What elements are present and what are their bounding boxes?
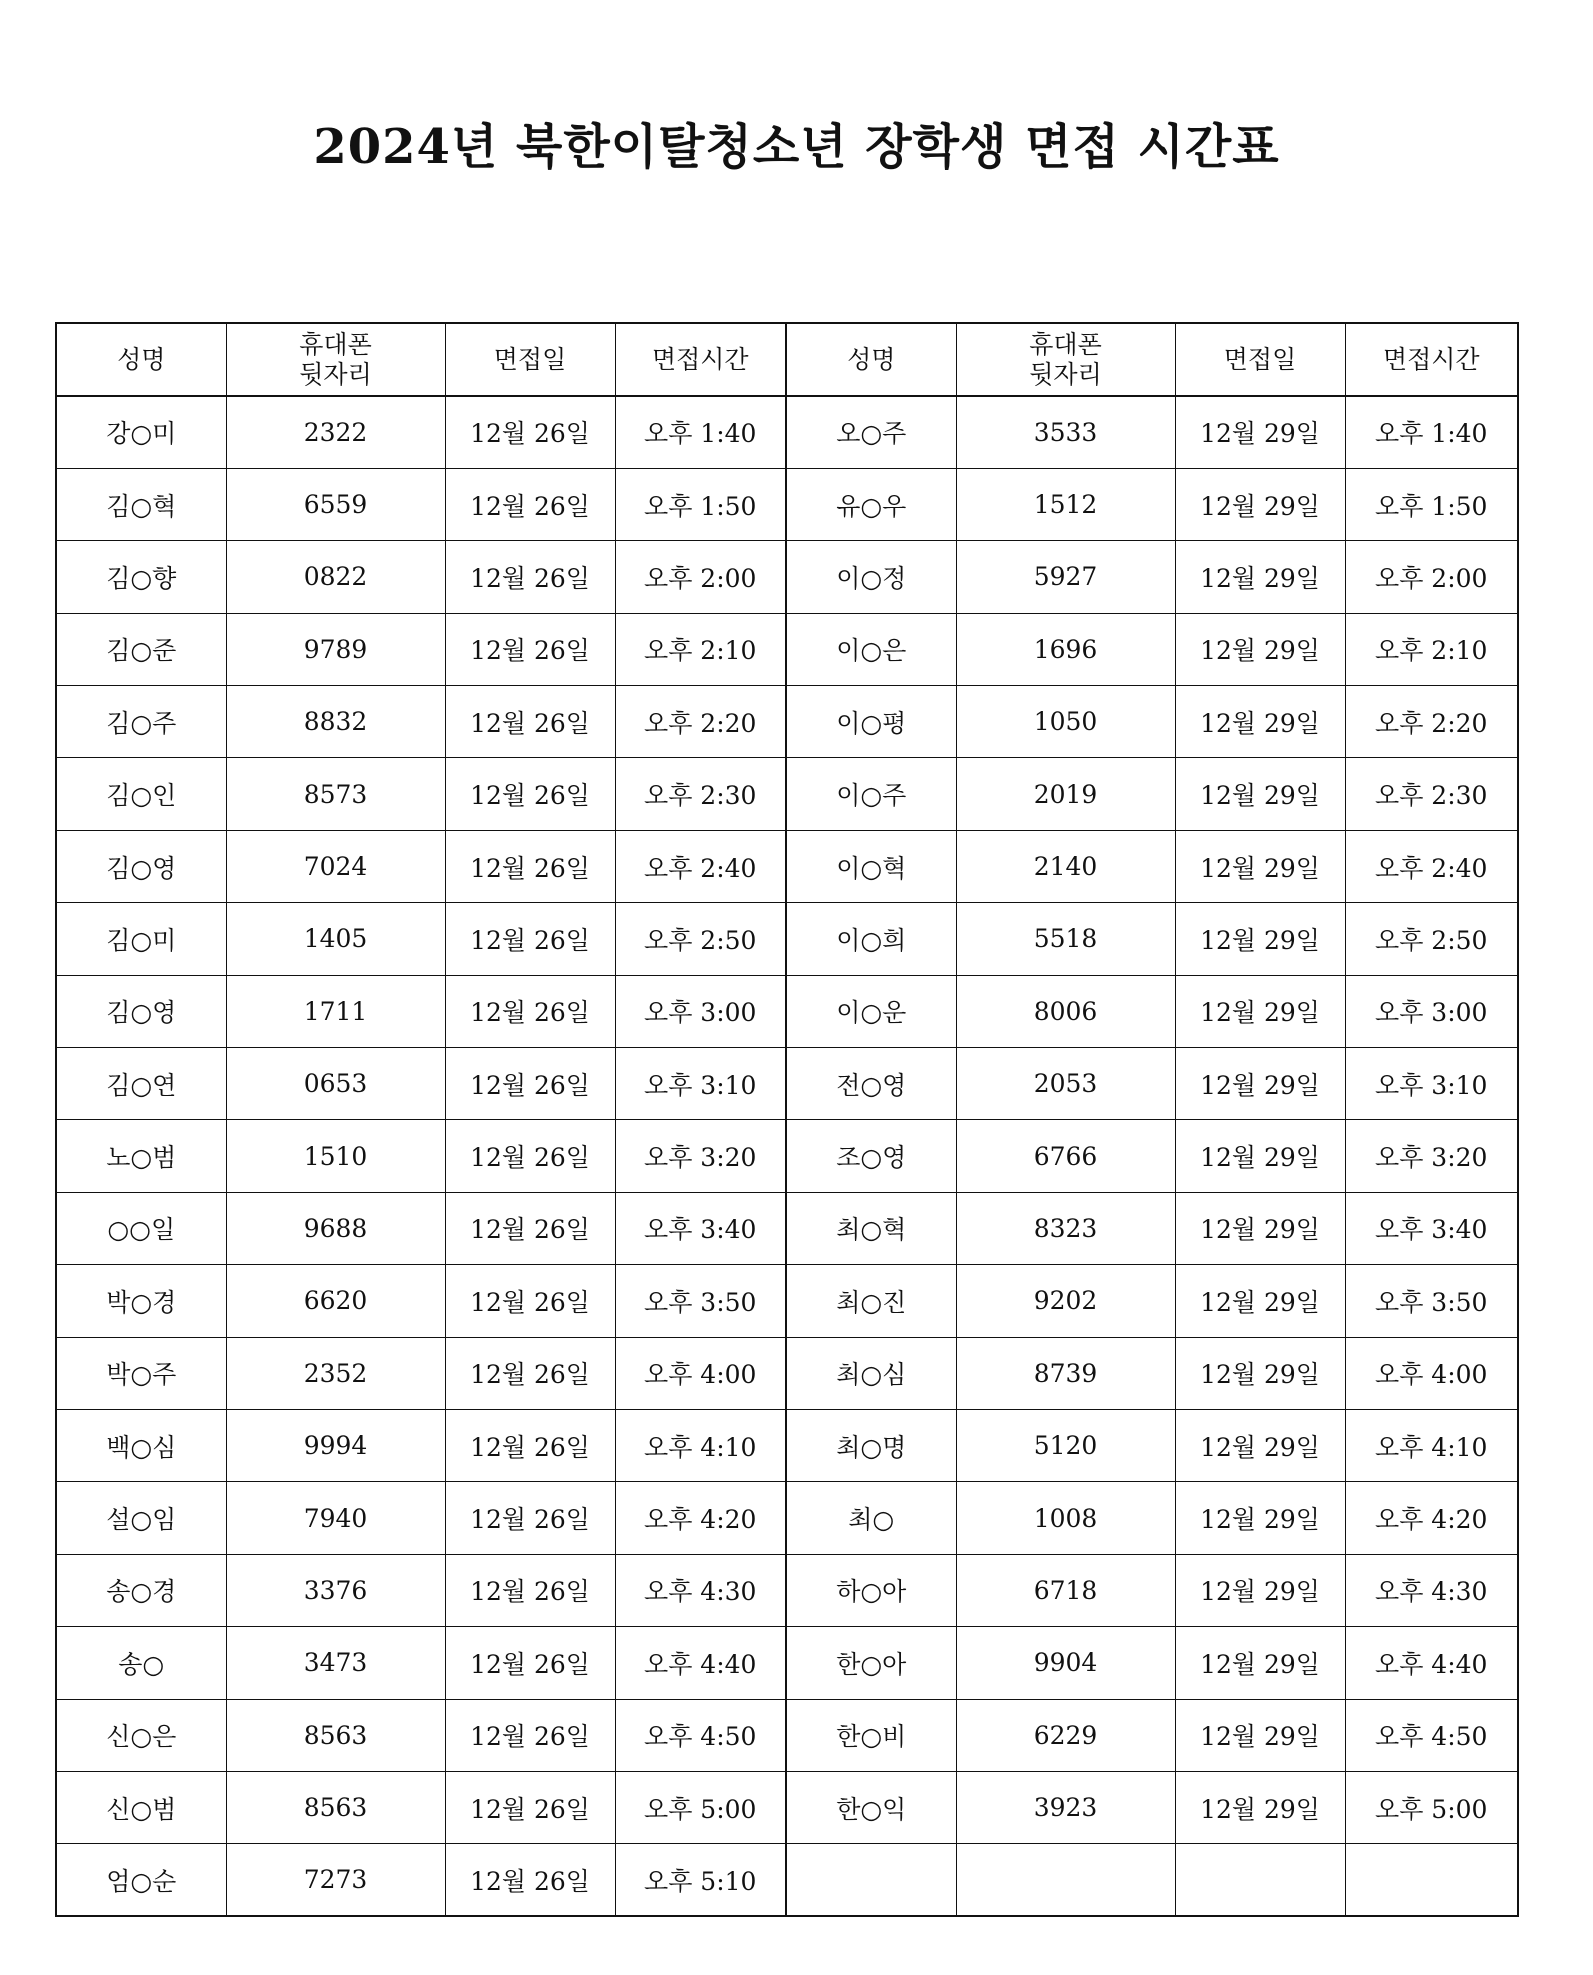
left-time-cell: 오후 4:50 — [615, 1699, 786, 1771]
left-date-cell: 12월 26일 — [445, 830, 615, 902]
header-name-right: 성명 — [786, 323, 956, 396]
right-time-cell: 오후 2:10 — [1345, 613, 1518, 685]
table-row — [56, 1048, 1518, 1120]
right-date-cell: 12월 29일 — [1175, 1192, 1345, 1264]
left-phone-cell: 7024 — [226, 830, 445, 902]
left-date-cell: 12월 26일 — [445, 1192, 615, 1264]
table-row — [56, 830, 1518, 902]
right-phone-cell: 5518 — [956, 903, 1175, 975]
right-phone-cell: 6718 — [956, 1554, 1175, 1626]
left-name-cell: 강○미 — [56, 396, 226, 468]
left-phone-cell: 8563 — [226, 1771, 445, 1843]
left-date-cell: 12월 26일 — [445, 1337, 615, 1409]
right-phone-cell: 8006 — [956, 975, 1175, 1047]
left-time-cell: 오후 1:40 — [615, 396, 786, 468]
left-phone-cell: 9789 — [226, 613, 445, 685]
right-date-cell: 12월 29일 — [1175, 1265, 1345, 1337]
left-date-cell: 12월 26일 — [445, 1120, 615, 1192]
left-name-cell: 김○영 — [56, 975, 226, 1047]
right-time-cell: 오후 2:20 — [1345, 686, 1518, 758]
left-time-cell: 오후 2:00 — [615, 541, 786, 613]
left-name-cell: 송○ — [56, 1627, 226, 1699]
left-time-cell: 오후 5:10 — [615, 1844, 786, 1916]
right-name-cell: 최○명 — [786, 1409, 956, 1481]
right-phone-cell: 6766 — [956, 1120, 1175, 1192]
right-phone-cell: 2019 — [956, 758, 1175, 830]
right-time-cell: 오후 1:50 — [1345, 468, 1518, 540]
left-phone-cell: 0653 — [226, 1048, 445, 1120]
right-time-cell: 오후 3:40 — [1345, 1192, 1518, 1264]
right-phone-cell: 5927 — [956, 541, 1175, 613]
left-name-cell: 김○미 — [56, 903, 226, 975]
left-time-cell: 오후 4:00 — [615, 1337, 786, 1409]
right-date-cell: 12월 29일 — [1175, 1337, 1345, 1409]
left-phone-cell: 9994 — [226, 1409, 445, 1481]
right-name-cell: 한○아 — [786, 1627, 956, 1699]
left-phone-cell: 0822 — [226, 541, 445, 613]
right-name-cell: 조○영 — [786, 1120, 956, 1192]
table-row — [56, 1844, 1518, 1916]
left-date-cell: 12월 26일 — [445, 1699, 615, 1771]
left-phone-cell: 6620 — [226, 1265, 445, 1337]
header-time-left: 면접시간 — [615, 323, 786, 396]
left-phone-cell: 1711 — [226, 975, 445, 1047]
right-time-cell: 오후 2:00 — [1345, 541, 1518, 613]
header-phone-line1: 휴대폰 — [1029, 329, 1102, 359]
left-time-cell: 오후 4:30 — [615, 1554, 786, 1626]
header-name-left: 성명 — [56, 323, 226, 396]
left-time-cell: 오후 4:10 — [615, 1409, 786, 1481]
left-date-cell: 12월 26일 — [445, 1844, 615, 1916]
right-date-cell: 12월 29일 — [1175, 541, 1345, 613]
right-phone-cell: 8323 — [956, 1192, 1175, 1264]
left-phone-cell: 8563 — [226, 1699, 445, 1771]
right-phone-cell — [956, 1844, 1175, 1916]
left-time-cell: 오후 2:20 — [615, 686, 786, 758]
left-name-cell: 백○심 — [56, 1409, 226, 1481]
right-time-cell: 오후 4:50 — [1345, 1699, 1518, 1771]
right-name-cell: 전○영 — [786, 1048, 956, 1120]
right-phone-cell: 3923 — [956, 1771, 1175, 1843]
right-phone-cell: 8739 — [956, 1337, 1175, 1409]
left-time-cell: 오후 3:20 — [615, 1120, 786, 1192]
header-date-right: 면접일 — [1175, 323, 1345, 396]
left-phone-cell: 2322 — [226, 396, 445, 468]
left-phone-cell: 3473 — [226, 1627, 445, 1699]
page-title: 2024년 북한이탈청소년 장학생 면접 시간표 — [313, 119, 1280, 175]
left-name-cell: 설○임 — [56, 1482, 226, 1554]
table-row — [56, 1627, 1518, 1699]
schedule-body — [56, 396, 1518, 1916]
right-name-cell: 오○주 — [786, 396, 956, 468]
table-row — [56, 396, 1518, 468]
right-phone-cell: 1512 — [956, 468, 1175, 540]
left-name-cell: 노○범 — [56, 1120, 226, 1192]
right-phone-cell: 1050 — [956, 686, 1175, 758]
left-date-cell: 12월 26일 — [445, 468, 615, 540]
left-date-cell: 12월 26일 — [445, 686, 615, 758]
right-name-cell: 이○주 — [786, 758, 956, 830]
left-date-cell: 12월 26일 — [445, 1771, 615, 1843]
left-date-cell: 12월 26일 — [445, 613, 615, 685]
right-time-cell: 오후 3:00 — [1345, 975, 1518, 1047]
left-name-cell: 박○주 — [56, 1337, 226, 1409]
right-time-cell: 오후 2:50 — [1345, 903, 1518, 975]
left-name-cell: 김○연 — [56, 1048, 226, 1120]
table-row — [56, 613, 1518, 685]
left-time-cell: 오후 2:30 — [615, 758, 786, 830]
right-name-cell: 최○진 — [786, 1265, 956, 1337]
right-date-cell: 12월 29일 — [1175, 1771, 1345, 1843]
right-phone-cell: 1696 — [956, 613, 1175, 685]
left-date-cell: 12월 26일 — [445, 1627, 615, 1699]
left-date-cell: 12월 26일 — [445, 1048, 615, 1120]
right-name-cell: 하○아 — [786, 1554, 956, 1626]
header-phone-line1: 휴대폰 — [299, 329, 372, 359]
right-date-cell — [1175, 1844, 1345, 1916]
left-date-cell: 12월 26일 — [445, 975, 615, 1047]
right-date-cell: 12월 29일 — [1175, 1048, 1345, 1120]
right-date-cell: 12월 29일 — [1175, 396, 1345, 468]
right-name-cell: 이○평 — [786, 686, 956, 758]
table-row — [56, 975, 1518, 1047]
right-date-cell: 12월 29일 — [1175, 468, 1345, 540]
right-time-cell: 오후 4:20 — [1345, 1482, 1518, 1554]
left-name-cell: ○○일 — [56, 1192, 226, 1264]
right-phone-cell: 6229 — [956, 1699, 1175, 1771]
right-name-cell: 이○희 — [786, 903, 956, 975]
left-name-cell: 김○인 — [56, 758, 226, 830]
right-name-cell: 이○은 — [786, 613, 956, 685]
header-date-left: 면접일 — [445, 323, 615, 396]
header-phone-left — [226, 323, 445, 396]
right-date-cell: 12월 29일 — [1175, 1699, 1345, 1771]
right-date-cell: 12월 29일 — [1175, 1482, 1345, 1554]
right-phone-cell: 2140 — [956, 830, 1175, 902]
right-time-cell: 오후 4:40 — [1345, 1627, 1518, 1699]
right-time-cell: 오후 2:30 — [1345, 758, 1518, 830]
left-phone-cell: 2352 — [226, 1337, 445, 1409]
left-phone-cell: 3376 — [226, 1554, 445, 1626]
right-name-cell: 한○익 — [786, 1771, 956, 1843]
left-date-cell: 12월 26일 — [445, 1554, 615, 1626]
left-time-cell: 오후 3:40 — [615, 1192, 786, 1264]
left-phone-cell: 1510 — [226, 1120, 445, 1192]
right-name-cell: 이○운 — [786, 975, 956, 1047]
table-row — [56, 1554, 1518, 1626]
right-date-cell: 12월 29일 — [1175, 975, 1345, 1047]
header-phone-right — [956, 323, 1175, 396]
left-time-cell: 오후 2:50 — [615, 903, 786, 975]
left-time-cell: 오후 5:00 — [615, 1771, 786, 1843]
right-name-cell: 이○혁 — [786, 830, 956, 902]
left-phone-cell: 7940 — [226, 1482, 445, 1554]
table-row — [56, 1265, 1518, 1337]
right-name-cell: 최○혁 — [786, 1192, 956, 1264]
header-row — [56, 323, 1518, 396]
right-time-cell: 오후 5:00 — [1345, 1771, 1518, 1843]
right-name-cell: 이○정 — [786, 541, 956, 613]
left-time-cell: 오후 4:20 — [615, 1482, 786, 1554]
table-row — [56, 468, 1518, 540]
table-row — [56, 541, 1518, 613]
table-row — [56, 1120, 1518, 1192]
right-phone-cell: 9202 — [956, 1265, 1175, 1337]
left-date-cell: 12월 26일 — [445, 396, 615, 468]
left-name-cell: 김○준 — [56, 613, 226, 685]
right-time-cell: 오후 4:10 — [1345, 1409, 1518, 1481]
left-name-cell: 김○향 — [56, 541, 226, 613]
right-phone-cell: 2053 — [956, 1048, 1175, 1120]
table-row — [56, 1192, 1518, 1264]
left-phone-cell: 8832 — [226, 686, 445, 758]
left-date-cell: 12월 26일 — [445, 1265, 615, 1337]
left-name-cell: 신○은 — [56, 1699, 226, 1771]
left-name-cell: 송○경 — [56, 1554, 226, 1626]
right-time-cell: 오후 3:20 — [1345, 1120, 1518, 1192]
right-date-cell: 12월 29일 — [1175, 1120, 1345, 1192]
right-time-cell: 오후 2:40 — [1345, 830, 1518, 902]
right-name-cell: 유○우 — [786, 468, 956, 540]
right-time-cell: 오후 4:30 — [1345, 1554, 1518, 1626]
header-phone-line2: 뒷자리 — [1029, 359, 1102, 389]
left-name-cell: 김○주 — [56, 686, 226, 758]
table-row — [56, 903, 1518, 975]
left-name-cell: 엄○순 — [56, 1844, 226, 1916]
table-row — [56, 1771, 1518, 1843]
left-date-cell: 12월 26일 — [445, 903, 615, 975]
left-time-cell: 오후 3:50 — [615, 1265, 786, 1337]
left-time-cell: 오후 3:10 — [615, 1048, 786, 1120]
right-phone-cell: 1008 — [956, 1482, 1175, 1554]
table-row — [56, 686, 1518, 758]
left-name-cell: 김○영 — [56, 830, 226, 902]
right-date-cell: 12월 29일 — [1175, 830, 1345, 902]
right-date-cell: 12월 29일 — [1175, 686, 1345, 758]
left-phone-cell: 8573 — [226, 758, 445, 830]
right-time-cell: 오후 3:50 — [1345, 1265, 1518, 1337]
left-date-cell: 12월 26일 — [445, 1482, 615, 1554]
left-name-cell: 신○범 — [56, 1771, 226, 1843]
left-time-cell: 오후 4:40 — [615, 1627, 786, 1699]
right-date-cell: 12월 29일 — [1175, 1627, 1345, 1699]
left-date-cell: 12월 26일 — [445, 541, 615, 613]
right-name-cell: 최○ — [786, 1482, 956, 1554]
left-name-cell: 김○혁 — [56, 468, 226, 540]
right-phone-cell: 5120 — [956, 1409, 1175, 1481]
right-time-cell: 오후 1:40 — [1345, 396, 1518, 468]
table-row — [56, 758, 1518, 830]
left-name-cell: 박○경 — [56, 1265, 226, 1337]
right-date-cell: 12월 29일 — [1175, 758, 1345, 830]
left-time-cell: 오후 1:50 — [615, 468, 786, 540]
right-date-cell: 12월 29일 — [1175, 1554, 1345, 1626]
table-row — [56, 1482, 1518, 1554]
right-phone-cell: 3533 — [956, 396, 1175, 468]
table-row — [56, 1409, 1518, 1481]
left-date-cell: 12월 26일 — [445, 1409, 615, 1481]
right-time-cell: 오후 4:00 — [1345, 1337, 1518, 1409]
right-phone-cell: 9904 — [956, 1627, 1175, 1699]
header-phone-line2: 뒷자리 — [299, 359, 372, 389]
right-date-cell: 12월 29일 — [1175, 903, 1345, 975]
left-phone-cell: 1405 — [226, 903, 445, 975]
left-phone-cell: 7273 — [226, 1844, 445, 1916]
right-date-cell: 12월 29일 — [1175, 613, 1345, 685]
right-time-cell — [1345, 1844, 1518, 1916]
left-time-cell: 오후 3:00 — [615, 975, 786, 1047]
right-name-cell: 최○심 — [786, 1337, 956, 1409]
left-phone-cell: 9688 — [226, 1192, 445, 1264]
left-time-cell: 오후 2:10 — [615, 613, 786, 685]
right-time-cell: 오후 3:10 — [1345, 1048, 1518, 1120]
table-row — [56, 1337, 1518, 1409]
header-time-right: 면접시간 — [1345, 323, 1518, 396]
left-date-cell: 12월 26일 — [445, 758, 615, 830]
left-phone-cell: 6559 — [226, 468, 445, 540]
left-time-cell: 오후 2:40 — [615, 830, 786, 902]
right-date-cell: 12월 29일 — [1175, 1409, 1345, 1481]
table-row — [56, 1699, 1518, 1771]
interview-schedule-table — [55, 322, 1519, 1917]
right-name-cell: 한○비 — [786, 1699, 956, 1771]
right-name-cell — [786, 1844, 956, 1916]
